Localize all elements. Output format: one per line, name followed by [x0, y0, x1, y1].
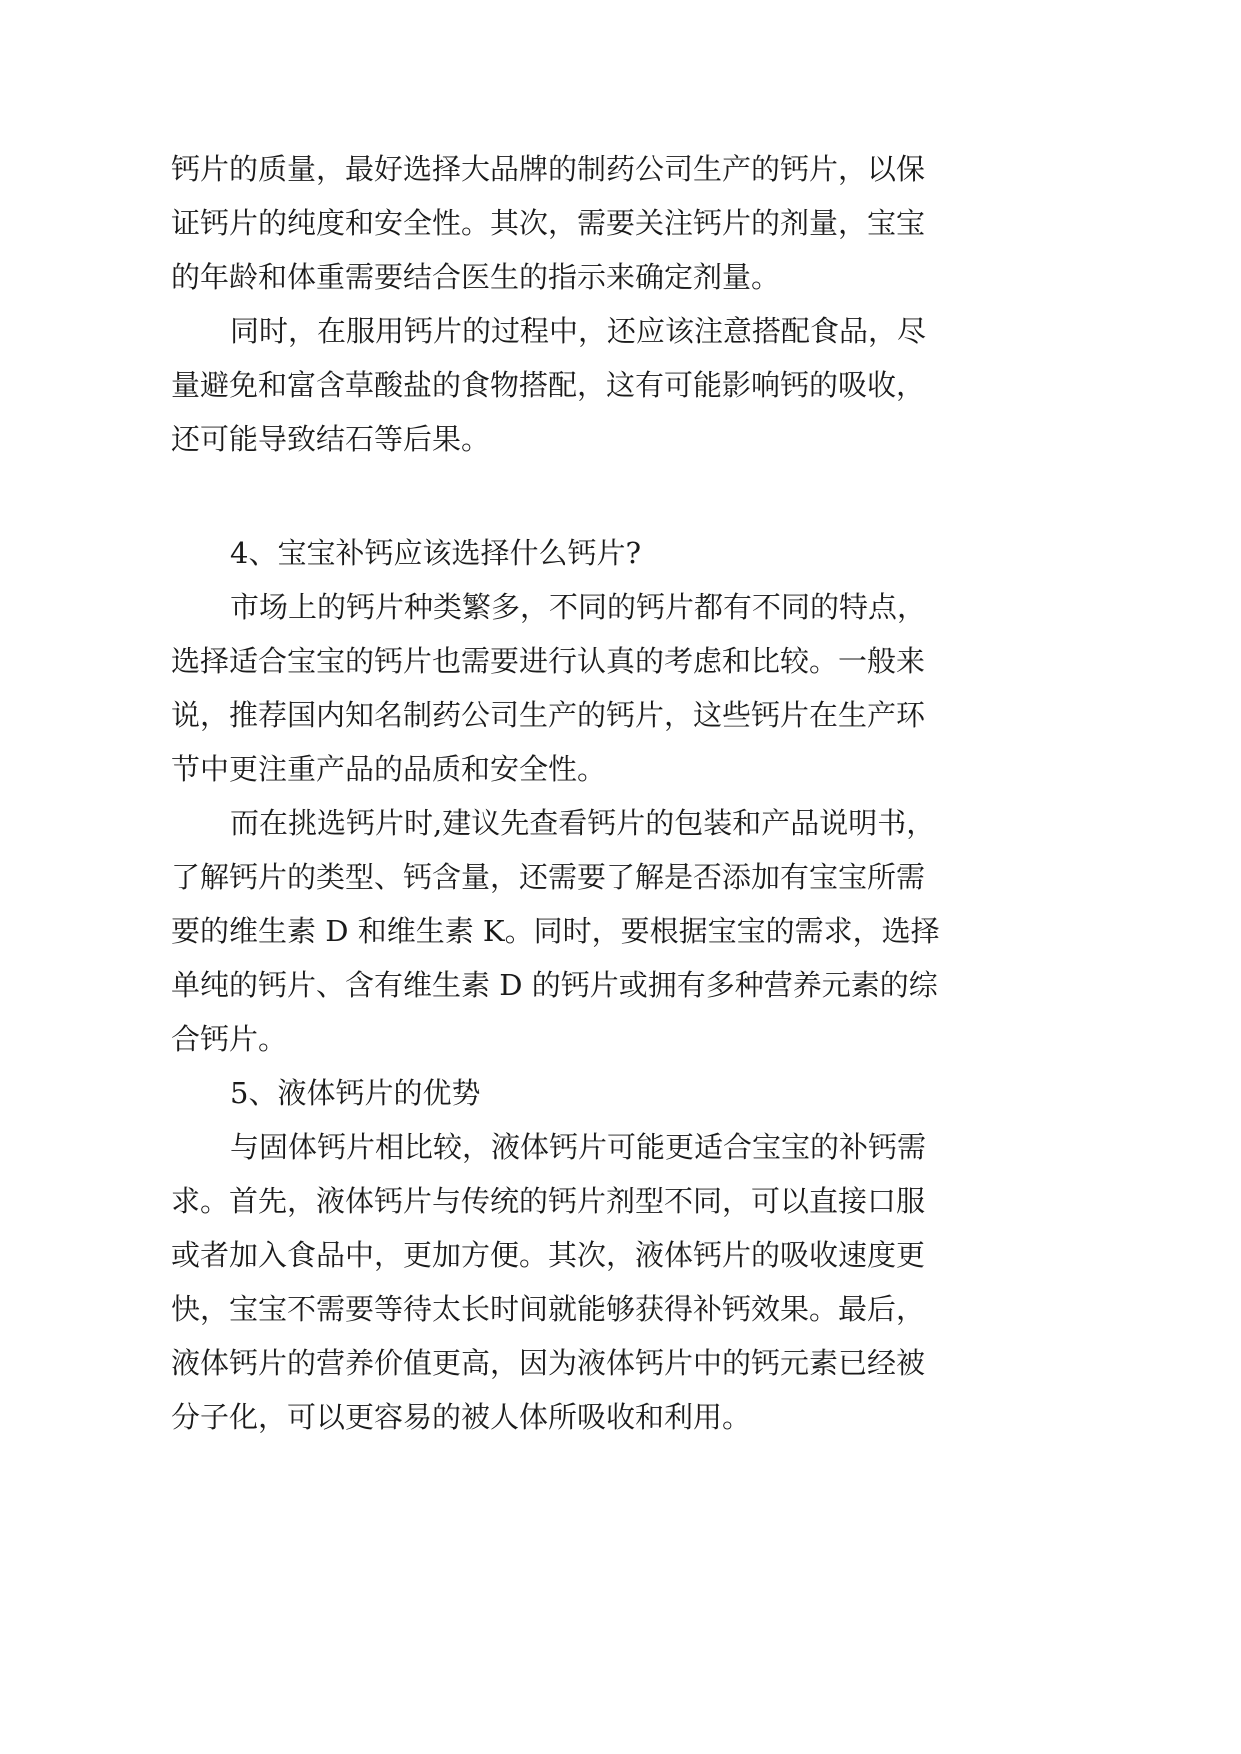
paragraph-line: 快，宝宝不需要等待太长时间就能够获得补钙效果。最后，	[171, 1292, 926, 1326]
paragraph-line: 市场上的钙片种类繁多，不同的钙片都有不同的特点，	[230, 590, 927, 624]
section-heading: 5、液体钙片的优势	[230, 1076, 481, 1110]
paragraph-line: 与固体钙片相比较，液体钙片可能更适合宝宝的补钙需	[230, 1130, 927, 1164]
paragraph-line: 证钙片的纯度和安全性。其次，需要关注钙片的剂量，宝宝	[171, 206, 926, 240]
paragraph-line: 单纯的钙片、含有维生素 D 的钙片或拥有多种营养元素的综	[171, 968, 938, 1002]
section-heading: 4、宝宝补钙应该选择什么钙片?	[230, 536, 641, 570]
paragraph-line: 或者加入食品中，更加方便。其次，液体钙片的吸收速度更	[171, 1238, 926, 1272]
paragraph-line: 量避免和富含草酸盐的食物搭配，这有可能影响钙的吸收，	[171, 368, 926, 402]
paragraph-line: 要的维生素 D 和维生素 K。同时，要根据宝宝的需求，选择	[171, 914, 940, 948]
paragraph-line: 的年龄和体重需要结合医生的指示来确定剂量。	[171, 260, 781, 294]
paragraph-line: 液体钙片的营养价值更高，因为液体钙片中的钙元素已经被	[171, 1346, 926, 1380]
paragraph-line: 合钙片。	[171, 1022, 288, 1056]
paragraph-line: 求。首先，液体钙片与传统的钙片剂型不同，可以直接口服	[171, 1184, 926, 1218]
paragraph-line: 分子化，可以更容易的被人体所吸收和利用。	[171, 1400, 752, 1434]
paragraph-line: 还可能导致结石等后果。	[171, 422, 491, 456]
paragraph-line: 说，推荐国内知名制药公司生产的钙片，这些钙片在生产环	[171, 698, 926, 732]
paragraph-line: 钙片的质量，最好选择大品牌的制药公司生产的钙片，以保	[171, 152, 926, 186]
paragraph-line: 同时，在服用钙片的过程中，还应该注意搭配食品，尽	[230, 314, 927, 348]
paragraph-line: 了解钙片的类型、钙含量，还需要了解是否添加有宝宝所需	[171, 860, 926, 894]
paragraph-line: 选择适合宝宝的钙片也需要进行认真的考虑和比较。一般来	[171, 644, 926, 678]
paragraph-line: 而在挑选钙片时,建议先查看钙片的包装和产品说明书，	[230, 806, 936, 840]
paragraph-line: 节中更注重产品的品质和安全性。	[171, 752, 607, 786]
